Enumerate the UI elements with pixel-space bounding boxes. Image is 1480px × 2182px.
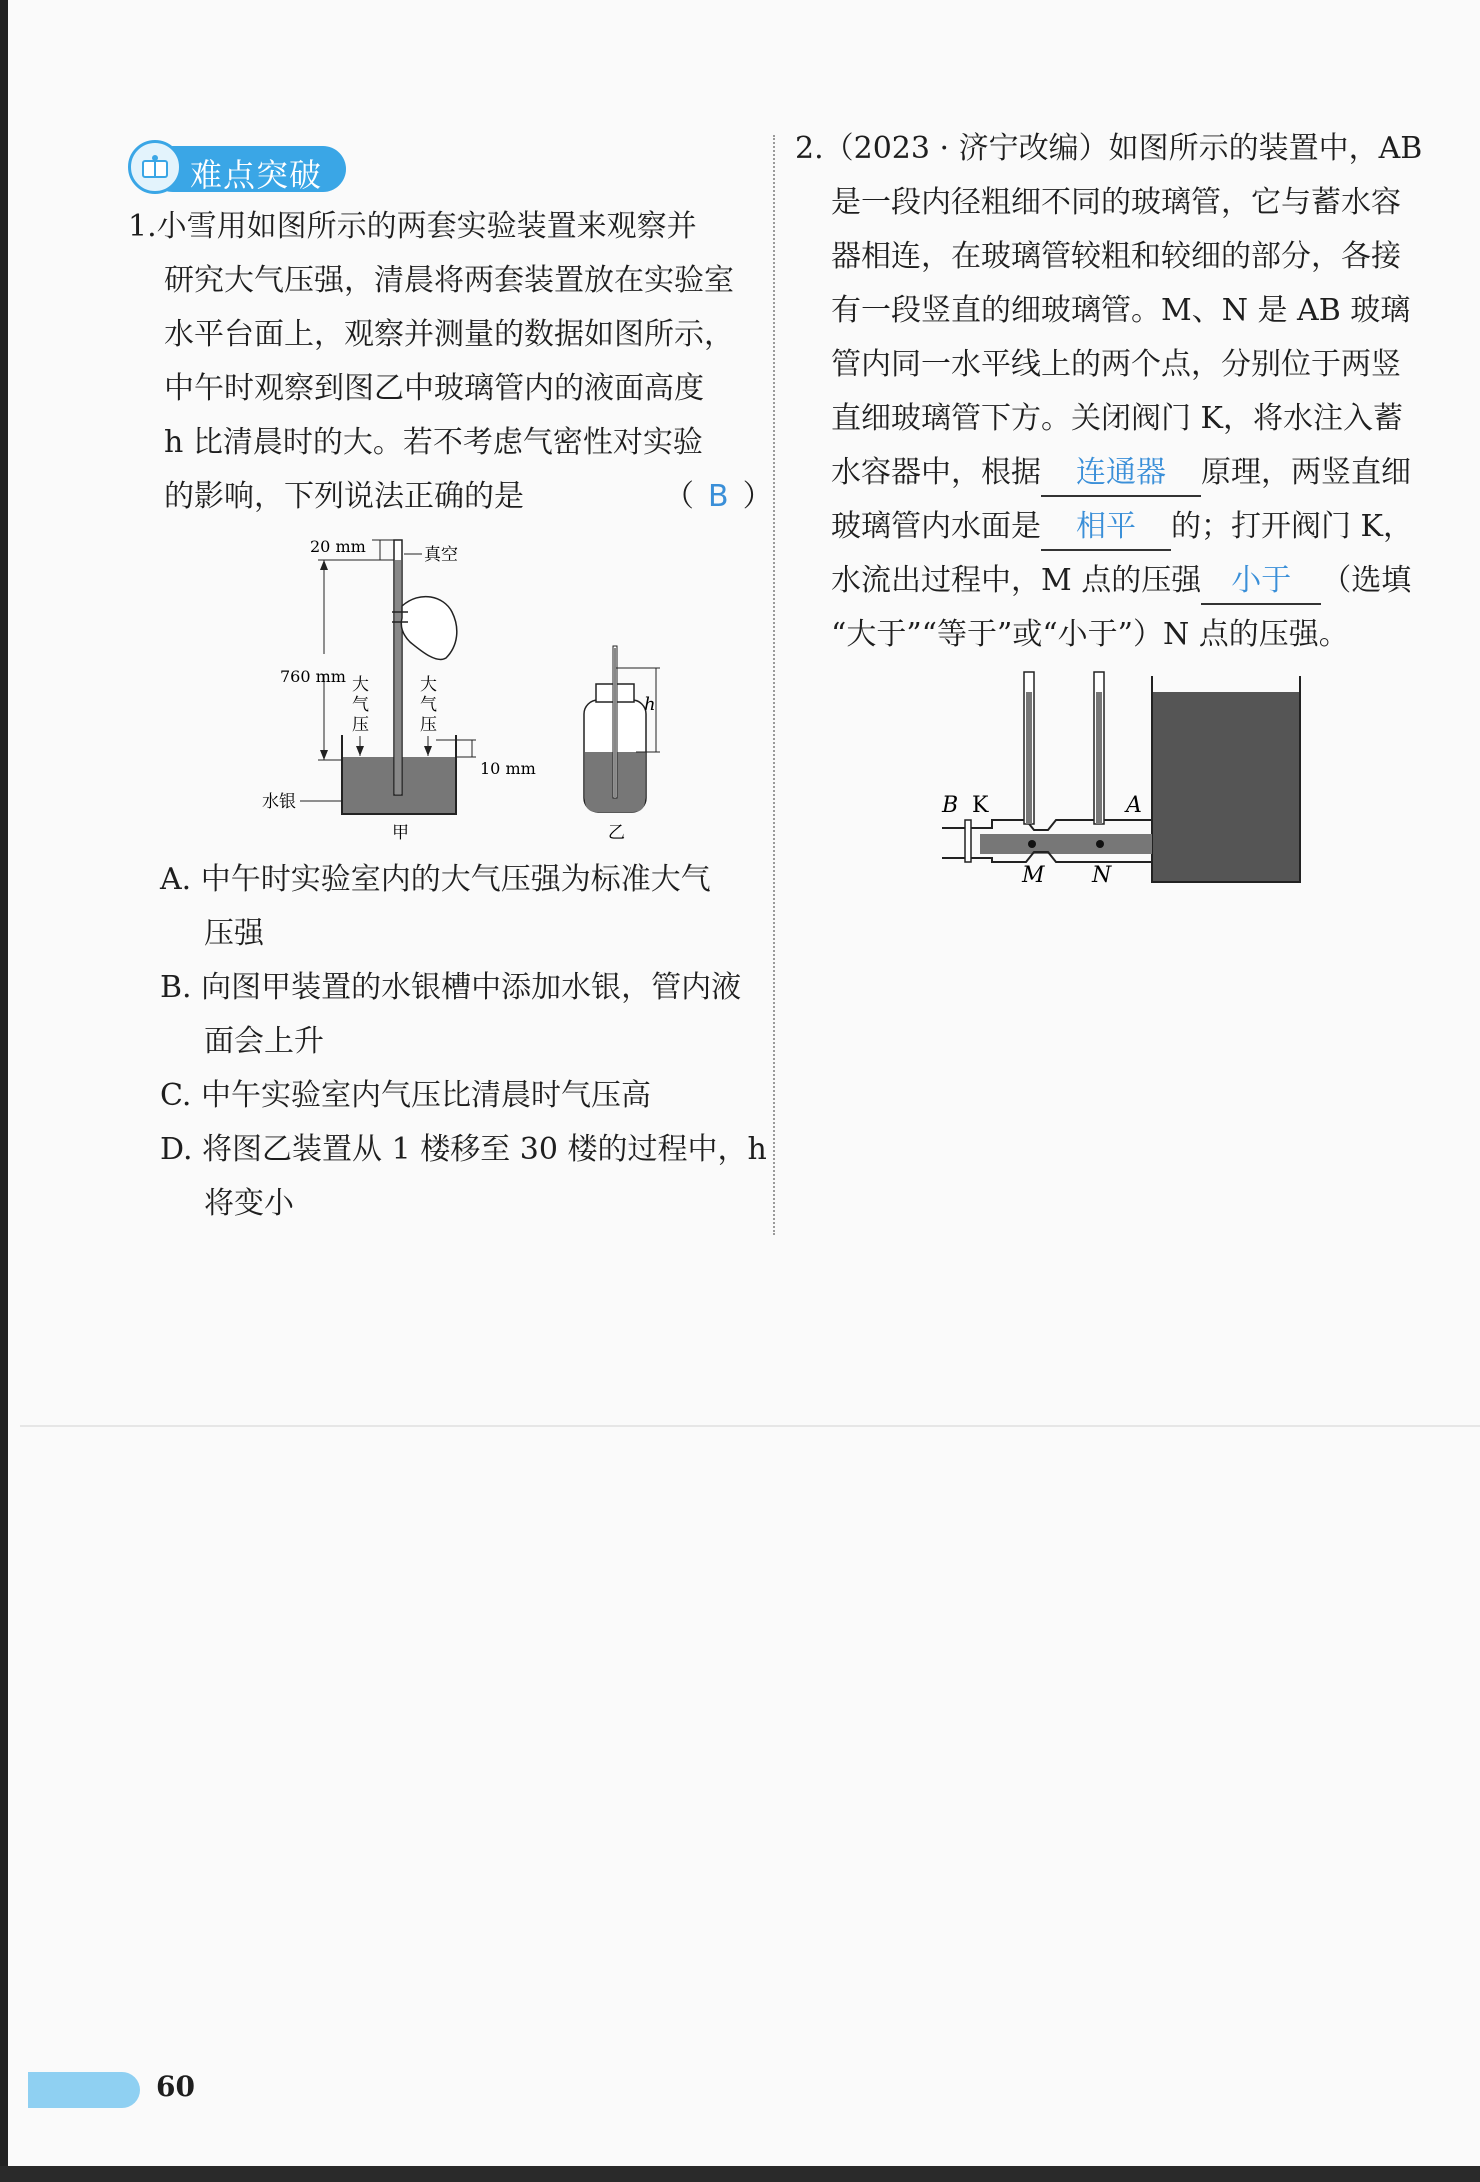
option-d-cont: 将变小 [204, 1186, 294, 1221]
page-number: 60 [156, 2070, 195, 2103]
point-m [1028, 840, 1036, 848]
atm-right-3: 压 [420, 715, 437, 735]
q2-line: “大于”“等于”或“小于”）N 点的压强。 [831, 617, 1349, 652]
h-label: h [644, 694, 656, 715]
q2-line: 直细玻璃管下方。关闭阀门 K，将水注入蓄 [831, 401, 1403, 436]
q2-text: 原理，两竖直细 [1201, 455, 1411, 490]
page-number-tab [28, 2072, 140, 2108]
option-d[interactable]: D. 将图乙装置从 1 楼移至 30 楼的过程中，h [160, 1132, 767, 1167]
connected-vessel-apparatus [941, 672, 1300, 888]
q2-line: 2.（2023 · 济宁改编）如图所示的装置中，AB [795, 131, 1423, 166]
label-k: K [972, 793, 989, 818]
water-tank-water [1152, 692, 1300, 882]
atm-right-1: 大 [420, 675, 437, 695]
answer-open: （ [664, 479, 694, 514]
q1-line: 水平台面上，观察并测量的数据如图所示， [164, 317, 734, 352]
valve-k [965, 820, 971, 862]
barometer-figure [250, 530, 550, 850]
bottle-tube-liquid [614, 648, 616, 798]
gap-label: 20 mm [310, 537, 366, 556]
question-2 [795, 122, 1435, 662]
q2-line: 器相连，在玻璃管较粗和较细的部分，各接 [831, 239, 1401, 274]
atm-right-2: 气 [420, 695, 437, 715]
section-badge [128, 140, 346, 196]
pipe-ab-top [942, 820, 1152, 830]
tube-n-water [1096, 692, 1102, 824]
answer-blank-1[interactable]: 连通器 [1041, 451, 1201, 497]
label-a: A [1126, 793, 1142, 818]
mercury-label: 水银 [262, 792, 296, 812]
atm-left-1: 大 [352, 675, 369, 695]
depth-label: 10 mm [480, 759, 536, 778]
figure-jia-label: 甲 [392, 823, 409, 843]
q2-line: 管内同一水平线上的两个点，分别位于两竖 [831, 347, 1401, 382]
hand-illustration [401, 597, 457, 660]
q2-line-blank3 [795, 554, 1435, 608]
atm-right-arrowhead [424, 746, 432, 756]
q2-text: 的；打开阀门 K， [1171, 509, 1413, 544]
q1-answer: B [708, 479, 729, 514]
column-divider [773, 135, 775, 1235]
bottle-apparatus [584, 646, 660, 843]
pipe-ab-water [980, 834, 1152, 854]
q2-text: 水容器中，根据 [831, 455, 1041, 490]
height-arrowhead-down [320, 750, 328, 760]
option-b[interactable]: B. 向图甲装置的水银槽中添加水银，管内液 [160, 970, 742, 1005]
height-arrowhead-up [320, 560, 328, 570]
bottle-figure [550, 530, 670, 850]
page-fold-line [20, 1425, 1480, 1427]
option-a-cont: 压强 [204, 916, 264, 951]
q2-line-blank1 [795, 446, 1435, 500]
torricelli-apparatus [262, 537, 536, 843]
answer-close: ） [742, 479, 773, 514]
label-m: M [1022, 863, 1045, 888]
q2-line: 是一段内径粗细不同的玻璃管，它与蓄水容 [831, 185, 1401, 220]
answer-blank-2[interactable]: 相平 [1041, 505, 1171, 551]
option-a[interactable]: A. 中午时实验室内的大气压强为标准大气 [160, 862, 711, 897]
height-label: 760 mm [280, 667, 346, 686]
option-c[interactable]: C. 中午实验室内气压比清晨时气压高 [160, 1078, 651, 1113]
q2-text: 玻璃管内水面是 [831, 509, 1041, 544]
q1-line: 研究大气压强，清晨将两套装置放在实验室 [164, 263, 734, 298]
book-icon [128, 140, 182, 194]
mercury-column [395, 560, 401, 794]
figure-yi-label: 乙 [608, 823, 625, 843]
page-left-edge [0, 0, 8, 2182]
q2-text: （选填 [1321, 563, 1412, 598]
vacuum-label: 真空 [424, 545, 458, 565]
q2-line: 有一段竖直的细玻璃管。M、N 是 AB 玻璃 [831, 293, 1411, 328]
connected-vessel-figure [940, 668, 1310, 888]
answer-blank-3[interactable]: 小于 [1201, 559, 1321, 605]
q1-line: h 比清晨时的大。若不考虑气密性对实验 [164, 425, 703, 460]
question-1 [128, 200, 773, 524]
q1-line-last [128, 470, 773, 524]
page-bottom-edge [0, 2166, 1480, 2182]
label-b: B [942, 793, 959, 818]
label-n: N [1092, 863, 1112, 888]
atm-left-3: 压 [352, 715, 369, 735]
q1-line: 1.小雪用如图所示的两套实验装置来观察并 [128, 209, 697, 244]
q1-options [160, 853, 767, 1231]
q2-line-blank2 [795, 500, 1435, 554]
tube-m-water [1026, 692, 1032, 824]
q1-line: 中午时观察到图乙中玻璃管内的液面高度 [164, 371, 704, 406]
option-b-cont: 面会上升 [204, 1024, 324, 1059]
atm-left-2: 气 [352, 695, 369, 715]
point-n [1096, 840, 1104, 848]
atm-left-arrowhead [356, 746, 364, 756]
q2-text: 水流出过程中，M 点的压强 [831, 563, 1202, 598]
section-title: 难点突破 [190, 156, 323, 194]
q1-line: 的影响，下列说法正确的是 [164, 479, 524, 514]
